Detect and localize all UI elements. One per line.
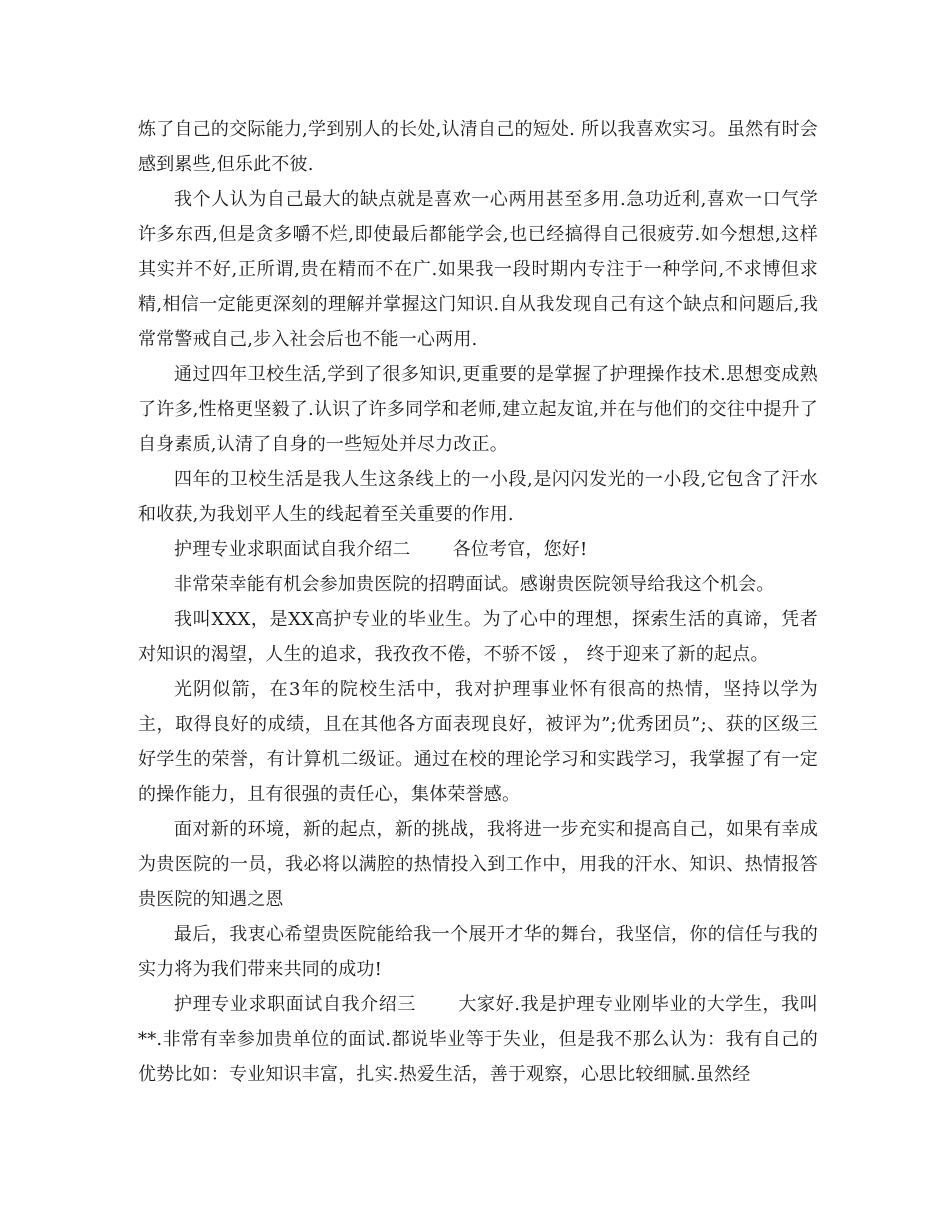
paragraph-my-name: 我叫XXX，是XX高护专业的毕业生。为了心中的理想，探索生活的真谛，凭者对知识的渴望，人生的追求，我孜孜不倦，不骄不馁 ， 终于迎来了新的起点。 [138,609,818,665]
paragraph-three-years: 光阴似箭，在3年的院校生活中，我对护理事业怀有很高的热情，坚持以学为主，取得良好的成绩，且在其他各方面表现良好，被评为”;优秀团员”;、获的区级三好学生的荣誉，有计算机二级证。通过在校的理论学习和实践学习，我掌握了有一定的操作能力，且有很强的责任心，集体荣誉感。 [138,679,818,805]
section-2-greeting: 各位考官，您好! [452,539,588,560]
section-2-heading: 护理专业求职面试自我介绍二 [174,539,411,560]
section-2-heading-line [138,532,818,567]
paragraph-continuation: 炼了自己的交际能力,学到别人的长处,认清自己的短处. 所以我喜欢实习。虽然有时会感到累些,但乐此不彼. [138,119,818,175]
paragraph-weakness: 我个人认为自己最大的缺点就是喜欢一心两用甚至多用.急功近利,喜欢一口气学许多东西,但是贪多嚼不烂,即使最后都能学会,也已经搞得自己很疲劳.如今想想,这样其实并不好,正所谓,贵在精而不在广.如果我一段时期内专注于一种学问,不求博但求精,相信一定能更深刻的理解并掌握这门知识.自从我发现自己有这个缺点和问题后,我常常警戒自己,步入社会后也不能一心两用. [138,189,818,350]
section-3-heading: 护理专业求职面试自我介绍三 [174,994,416,1015]
paragraph-new-environment: 面对新的环境，新的起点，新的挑战，我将进一步充实和提高自己，如果有幸成为贵医院的一员，我必将以满腔的热情投入到工作中，用我的汗水、知识、热情报答贵医院的知遇之恩 [138,819,818,910]
paragraph-honored: 非常荣幸能有机会参加贵医院的招聘面试。感谢贵医院领导给我这个机会。 [174,574,775,595]
paragraph-school-life: 通过四年卫校生活,学到了很多知识,更重要的是掌握了护理操作技术.思想变成熟了许多,性格更坚毅了.认识了许多同学和老师,建立起友谊,并在与他们的交往中提升了自身素质,认清了自身的一些短处并尽力改正。 [138,364,818,455]
section-3-paragraph [138,987,818,1092]
section-3-body: 大家好.我是护理专业刚毕业的大学生，我叫**.非常有幸参加贵单位的面试.都说毕业等于失业，但是我不那么认为：我有自己的优势比如：专业知识丰富，扎实.热爱生活，善于观察，心思比较细腻.虽然经 [138,994,818,1085]
paragraph-four-years: 四年的卫校生活是我人生这条线上的一小段,是闪闪发光的一小段,它包含了汗水和收获,为我划平人生的线起着至关重要的作用. [138,469,818,525]
document-body [138,112,818,1092]
paragraph-finally: 最后，我衷心希望贵医院能给我一个展开才华的舞台，我坚信，你的信任与我的实力将为我们带来共同的成功! [138,924,818,980]
